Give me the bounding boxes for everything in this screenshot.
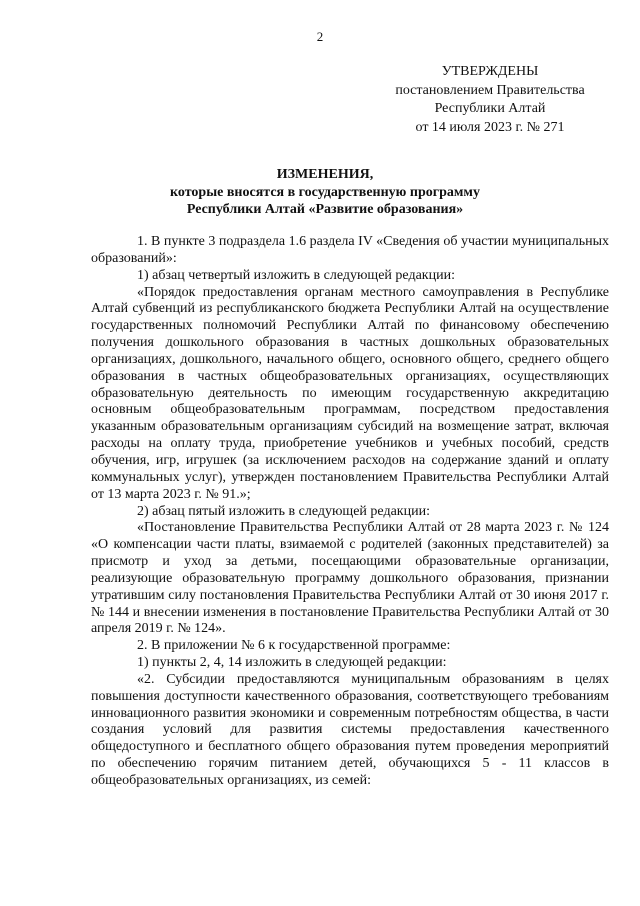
document-title	[90, 166, 560, 219]
approval-block	[370, 63, 610, 137]
paragraph: «Порядок предоставления органам местного самоуправления в Республике Алтай субвенций из республиканского бюджета Республики Алтай на осуществление государственных полномочий Республики Алтай по финансовому обеспечению получения дошкольного образования в частных дошкольных образовательных организациях, дошкольного, начального общего, основного общего, среднего общего образования в частных общеобразовательных организациях, осуществляющих образовательную деятельность по имеющим государственную аккредитацию основным общеобразовательным программам, посредством предоставления указанным образовательным организациям субсидий на возмещение затрат, включая расходы на оплату труда, приобретение учебников и учебных пособий, средств обучения, игр, игрушек (за исключением расходов на содержание зданий и оплату коммунальных услуг), утвержден постановлением Правительства Республики Алтай от 13 марта 2023 г. № 91.»;	[91, 284, 609, 502]
approval-line: постановлением Правительства	[395, 82, 585, 98]
paragraph: 1. В пункте 3 подраздела 1.6 раздела IV «Сведения об участии муниципальных образований»:	[91, 234, 609, 266]
paragraph: 2. В приложении № 6 к государственной программе:	[137, 638, 451, 654]
paragraph: «2. Субсидии предоставляются муниципальным образованиям в целях повышения доступности качественного образования, соответствующего требованиям инновационного развития экономики и современным потребностям общества, в части создания условий для развития системы предоставления качественного общедоступного и бесплатного общего образования путем проведения мероприятий по обеспечению горячим питанием детей, обучающихся 5 - 11 классов в общеобразовательных организациях, из семей:	[91, 671, 609, 788]
document-body	[91, 234, 609, 790]
title-line: ИЗМЕНЕНИЯ,	[276, 167, 374, 182]
title-line: Республики Алтай «Развитие образования»	[186, 202, 464, 217]
approval-date: от 14 июля 2023 г. № 271	[415, 119, 565, 135]
paragraph: 2) абзац пятый изложить в следующей редакции:	[137, 503, 430, 519]
paragraph: 1) абзац четвертый изложить в следующей редакции:	[137, 267, 455, 283]
page-number: 2	[316, 29, 324, 44]
paragraph: «Постановление Правительства Республики Алтай от 28 марта 2023 г. № 124 «О компенсации части платы, взимаемой с родителей (законных представителей) за присмотр и уход за детьми, посещающими образовательные организации, реализующие образовательную программу дошкольного образования, признании утратившим силу постановления Правительства Республики Алтай от 30 июня 2017 г. № 144 и внесении изменения в постановление Правительства Республики Алтай от 30 апреля 2019 г. № 124».	[91, 520, 609, 637]
title-line: которые вносятся в государственную программу	[170, 184, 480, 200]
approval-heading: УТВЕРЖДЕНЫ	[441, 64, 539, 79]
paragraph: 1) пункты 2, 4, 14 изложить в следующей редакции:	[137, 655, 447, 671]
approval-line: Республики Алтай	[434, 101, 546, 116]
